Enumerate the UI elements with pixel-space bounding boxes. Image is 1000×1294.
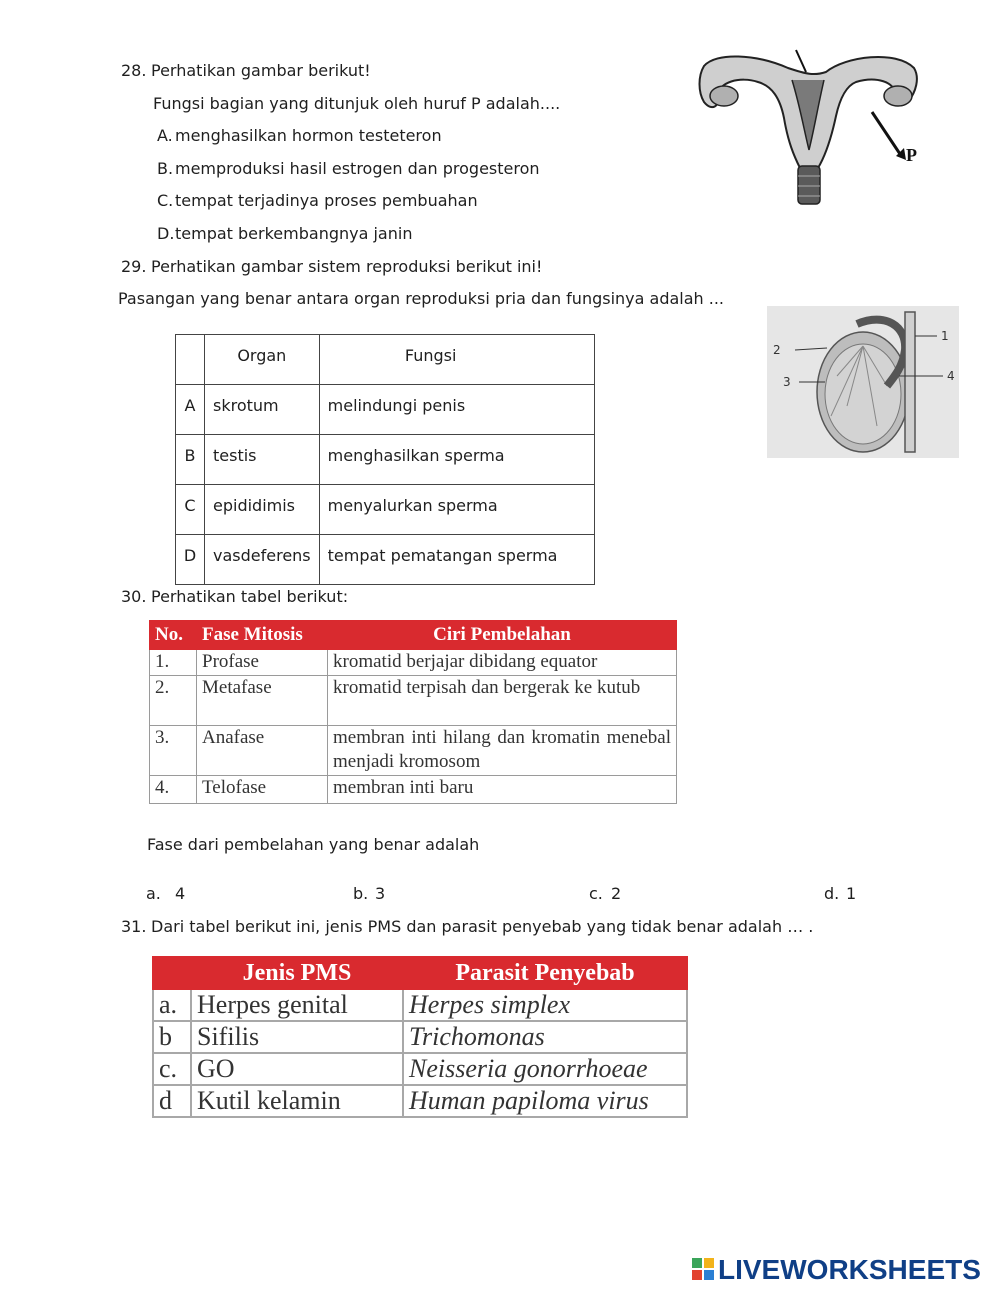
pointer-arrow-line xyxy=(872,112,900,154)
table-header-row xyxy=(176,335,595,385)
figure-label-2: 2 xyxy=(773,343,781,357)
testis-figure xyxy=(767,306,959,458)
liveworksheets-logo xyxy=(692,1254,981,1286)
q30-mitosis-table xyxy=(149,620,677,804)
table-row: 1. Profase kromatid berjajar dibidang equator xyxy=(150,650,677,676)
female-reproductive-figure xyxy=(696,46,926,208)
q29-number: 29. xyxy=(121,257,147,276)
q30-option-b: b. 3 xyxy=(353,884,386,903)
liveworksheets-logo-text: LIVEWORKSHEETS xyxy=(718,1254,981,1285)
table-row: d Kutil kelamin Human papiloma virus xyxy=(153,1085,687,1117)
table-row: C epididimis menyalurkan sperma xyxy=(176,485,595,535)
header-organ: Organ xyxy=(205,335,320,385)
q30-option-d: d. 1 xyxy=(824,884,857,903)
q30-prompt: 30. Perhatikan tabel berikut: xyxy=(121,587,349,606)
uterus-illustration xyxy=(700,50,917,204)
table-header-row: Jenis PMS Parasit Penyebab xyxy=(153,957,687,989)
table-row: 3. Anafase membran inti hilang dan kromatin menebal menjadi kromosom xyxy=(150,726,677,776)
q28-option-c: C. tempat terjadinya proses pembuahan xyxy=(157,191,478,210)
table-row: B testis menghasilkan sperma xyxy=(176,435,595,485)
q29-organ-table xyxy=(175,334,595,585)
table-row: D vasdeferens tempat pematangan sperma xyxy=(176,535,595,585)
q29-question: Pasangan yang benar antara organ reproduksi pria dan fungsinya adalah ... xyxy=(118,289,725,308)
q29-prompt: 29. Perhatikan gambar sistem reproduksi berikut ini! xyxy=(121,257,543,276)
figure-label-p: P xyxy=(906,145,917,165)
table-header-row: No. Fase Mitosis Ciri Pembelahan xyxy=(150,621,677,650)
table-row: b Sifilis Trichomonas xyxy=(153,1021,687,1053)
q31-pms-table xyxy=(152,956,688,1118)
table-row: 2. Metafase kromatid terpisah dan bergerak ke kutub xyxy=(150,676,677,726)
q31-prompt: 31. Dari tabel berikut ini, jenis PMS dan parasit penyebab yang tidak benar adalah … . xyxy=(121,917,814,936)
figure-label-1: 1 xyxy=(941,329,949,343)
q28-prompt: 28. Perhatikan gambar berikut! xyxy=(121,61,371,80)
q28-option-d: D.tempat berkembangnya janin xyxy=(157,224,413,243)
table-row: A skrotum melindungi penis xyxy=(176,385,595,435)
q30-question: Fase dari pembelahan yang benar adalah xyxy=(147,835,480,854)
liveworksheets-logo-icon xyxy=(692,1258,714,1280)
table-row: a. Herpes genital Herpes simplex xyxy=(153,989,687,1021)
header-fungsi: Fungsi xyxy=(319,335,594,385)
q30-number: 30. xyxy=(121,587,147,606)
q31-number: 31. xyxy=(121,917,147,936)
q30-option-c: c. 2 xyxy=(589,884,622,903)
figure-label-4: 4 xyxy=(947,369,955,383)
table-row: c. GO Neisseria gonorrhoeae xyxy=(153,1053,687,1085)
q28-option-b: B. memproduksi hasil estrogen dan progesteron xyxy=(157,159,540,178)
figure-label-3: 3 xyxy=(783,375,791,389)
q28-option-a: A. menghasilkan hormon testeteron xyxy=(157,126,442,145)
q28-number: 28. xyxy=(121,61,147,80)
q28-question: Fungsi bagian yang ditunjuk oleh huruf P adalah.... xyxy=(153,94,561,113)
table-row: 4. Telofase membran inti baru xyxy=(150,776,677,804)
q30-option-a: a. 4 xyxy=(146,884,186,903)
